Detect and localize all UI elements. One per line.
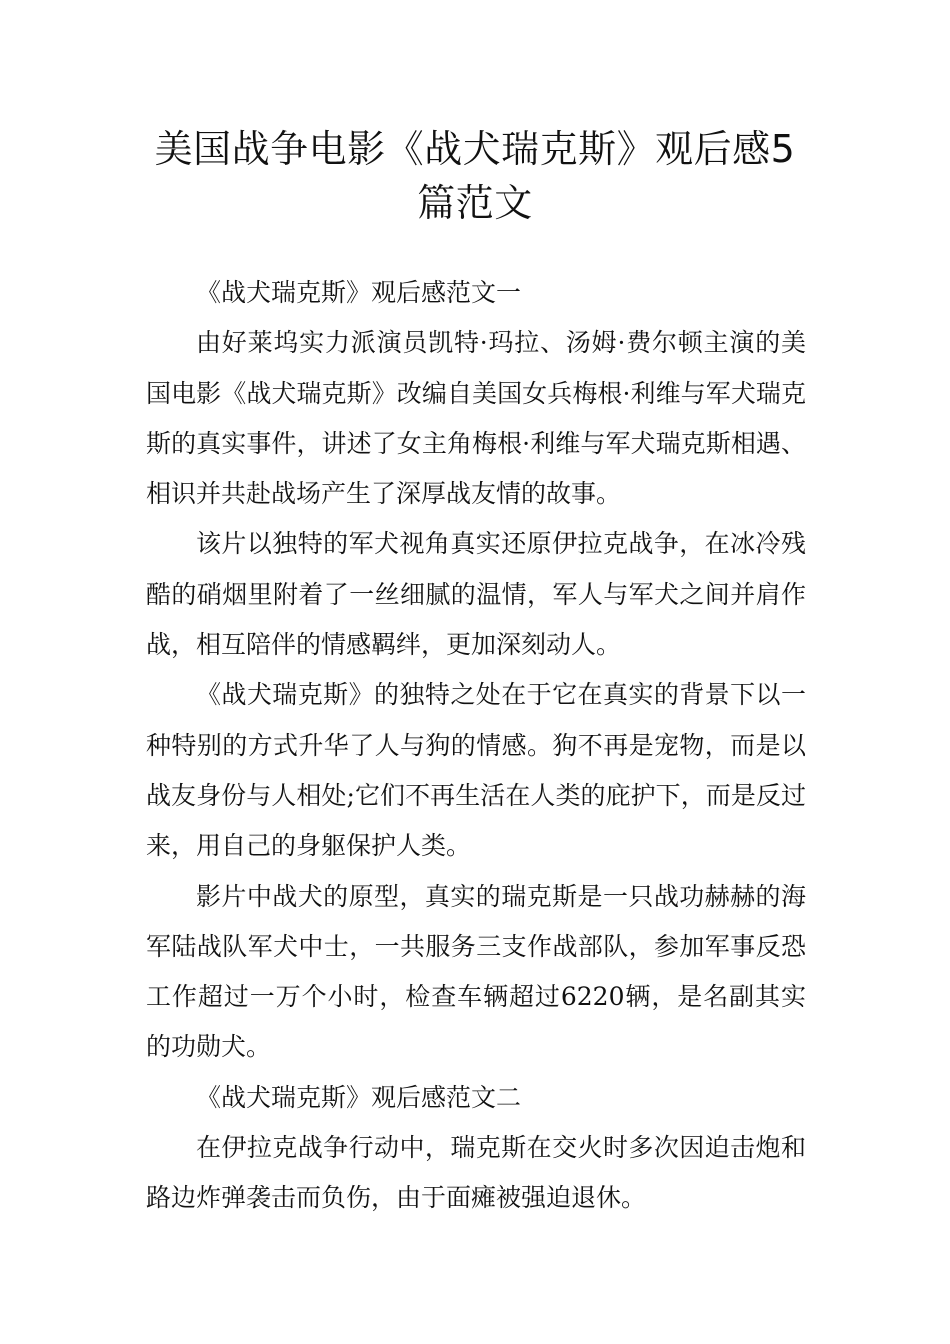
paragraph-1: 由好莱坞实力派演员凯特·玛拉、汤姆·费尔顿主演的美国电影《战犬瑞克斯》改编自美国女兵梅根·利维与军犬瑞克斯的真实事件，讲述了女主角梅根·利维与军犬瑞克斯相遇、相识并共赴战场产生了深厚战友情的故事。 — [146, 328, 806, 509]
paragraph-3: 《战犬瑞克斯》的独特之处在于它在真实的背景下以一种特别的方式升华了人与狗的情感。狗不再是宠物，而是以战友身份与人相处;它们不再生活在人类的庇护下，而是反过来，用自己的身躯保护人类。 — [146, 680, 806, 861]
paragraph-4: 影片中战犬的原型，真实的瑞克斯是一只战功赫赫的海军陆战队军犬中士，一共服务三支作战部队，参加军事反恐工作超过一万个小时，检查车辆超过6220辆，是名副其实的功勋犬。 — [146, 881, 806, 1062]
section-heading-2: 《战犬瑞克斯》观后感范文二 — [196, 1082, 522, 1112]
document-title: 美国战争电影《战犬瑞克斯》观后感5篇范文 — [154, 127, 796, 225]
paragraph-5: 在伊拉克战争行动中，瑞克斯在交火时多次因迫击炮和路边炸弹袭击而负伤，由于面瘫被强迫退休。 — [146, 1133, 806, 1213]
document-body — [146, 268, 806, 1224]
section-heading-1: 《战犬瑞克斯》观后感范文一 — [196, 278, 522, 307]
paragraph-2: 该片以独特的军犬视角真实还原伊拉克战争，在冰冷残酷的硝烟里附着了一丝细腻的温情，军人与军犬之间并肩作战，相互陪伴的情感羁绊，更加深刻动人。 — [146, 529, 806, 660]
